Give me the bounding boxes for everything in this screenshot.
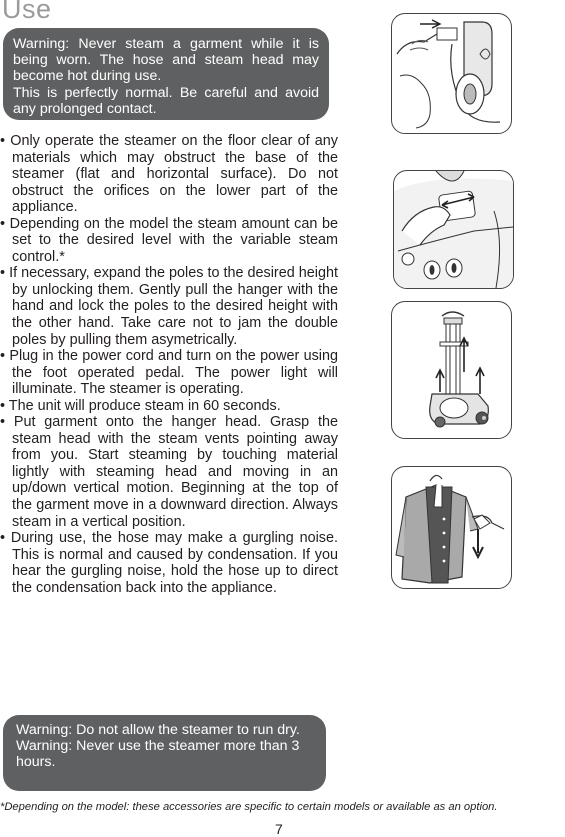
- warning-text: This is perfectly normal. Be careful and avoid any prolonged contact.: [13, 84, 319, 117]
- instruction-item: • During use, the hose may make a gurgling noise. This is normal and caused by condensation. If you hear the gurgling noise, hold the hose up to direct the condensation back into the appliance.: [0, 530, 338, 596]
- instruction-item: • Put garment onto the hanger head. Grasp the steam head with the steam vents pointing away from you. Start steaming by touching material lightly with steaming head and moving in an up/down vertical motion. Beginning at the top of the garment move in a downward direction. Always steam in a vertical position.: [0, 414, 338, 530]
- warning-box-bottom: [3, 715, 326, 791]
- warning-box-top: [3, 28, 329, 120]
- page-number: 7: [275, 821, 283, 837]
- warning-text: Warning: Never use the steamer more than 3 hours.: [16, 738, 300, 771]
- instruction-item: • Depending on the model the steam amount can be set to the desired level with the variable steam control.*: [0, 215, 338, 265]
- instruction-item: • Plug in the power cord and turn on the power using the foot operated pedal. The power light will illuminate. The steamer is operating.: [0, 348, 338, 398]
- footnote: *Depending on the model: these accessories are specific to certain models or available as an option.: [0, 801, 498, 813]
- illustration-steaming-garment: [391, 466, 512, 589]
- illustration-steam-control: [393, 170, 514, 289]
- illustration-power-plug: [391, 13, 512, 134]
- instruction-item: • Only operate the steamer on the floor clear of any materials which may obstruct the base of the steamer (flat and horizontal surface). Do not obstruct the orifices on the lower part of the appliance.: [0, 133, 338, 216]
- warning-text: Warning: Do not allow the steamer to run dry.: [16, 722, 300, 738]
- illustration-poles: [391, 301, 512, 439]
- instruction-item: • The unit will produce steam in 60 seconds.: [0, 397, 281, 414]
- warning-text: Warning: Never steam a garment while it is being worn. The hose and steam head may become hot during use.: [13, 36, 319, 85]
- instructions-list: [0, 133, 338, 596]
- section-title: Use: [2, 0, 52, 24]
- instruction-item: • If necessary, expand the poles to the desired height by unlocking them. Gently pull the hanger with the hand and lock the poles to the desired height with the other hand. Take care not to jam the double poles by pulling them asymetrically.: [0, 265, 338, 348]
